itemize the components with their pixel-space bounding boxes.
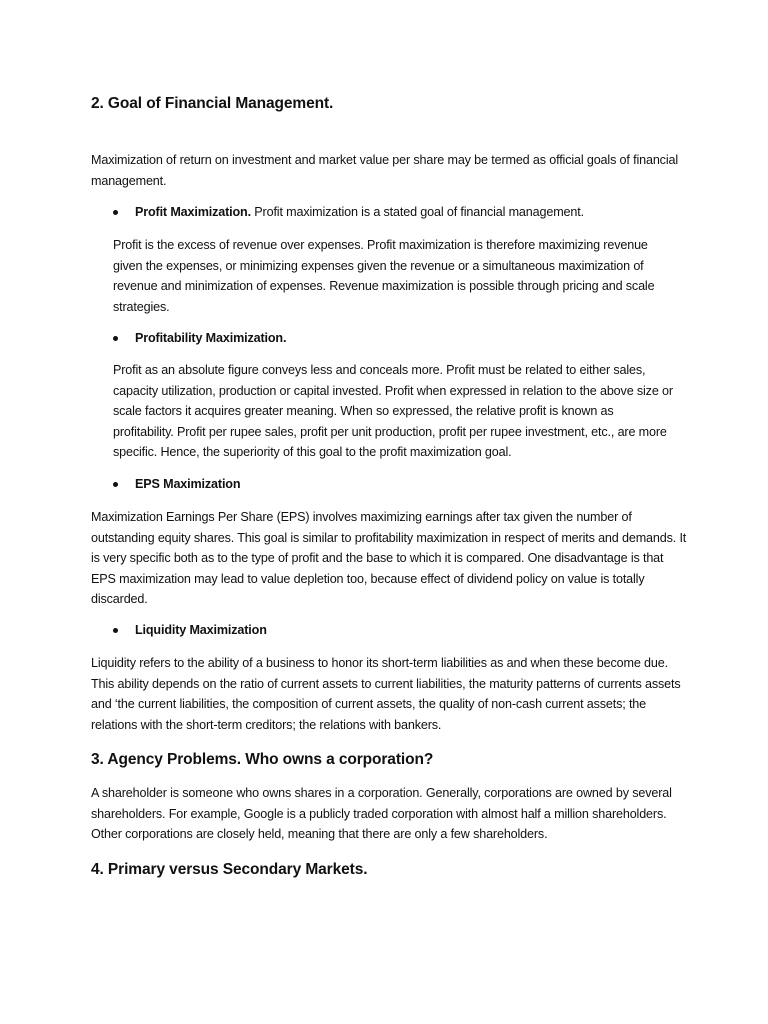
bullet-dot-icon bbox=[113, 210, 118, 215]
bullet-dot-icon bbox=[113, 336, 118, 341]
liquidity-maximization-paragraph: Liquidity refers to the ability of a business to honor its short-term liabilities as and when these become due. This ability depends on the ratio of current assets to current liabilities, the maturity patterns of currents assets and ‘the current liabilities, the composition of current assets, the quality of non-cash current assets; the relations with the short-term creditors; the relations with bankers. bbox=[91, 656, 681, 732]
bullet-label: EPS Maximization bbox=[135, 477, 241, 491]
bullet-dot-icon bbox=[113, 482, 118, 487]
bullet-label: Liquidity Maximization bbox=[135, 623, 267, 637]
section-heading-markets: 4. Primary versus Secondary Markets. bbox=[91, 861, 368, 878]
eps-maximization-paragraph: Maximization Earnings Per Share (EPS) involves maximizing earnings after tax given the number of outstanding equity shares. This goal is similar to profitability maximization in respect of merits and demands. It is very specific both as to the type of profit and the base to which it is compared. One disadvantage is that EPS maximization may lead to value depletion too, because effect of dividend policy on value is totally discarded. bbox=[91, 510, 687, 606]
agency-paragraph: A shareholder is someone who owns shares in a corporation. Generally, corporations are owned by several shareholders. For example, Google is a publicly traded corporation with almost half a million shareholders. Other corporations are closely held, meaning that there are only a few shareholders. bbox=[91, 786, 672, 841]
section-heading-agency: 3. Agency Problems. Who owns a corporation? bbox=[91, 751, 434, 768]
profitability-maximization-paragraph: Profit as an absolute figure conveys less and conceals more. Profit must be related to either sales, capacity utilization, production or capital invested. Profit when expressed in relation to the above size or scale factors it acquires greater meaning. When so expressed, the relative profit is known as profitability. Profit per rupee sales, profit per unit production, profit per rupee investment, etc., are more specific. Hence, the superiority of this goal to the profit maximization goal. bbox=[113, 363, 673, 459]
bullet-label: Profit Maximization. bbox=[135, 205, 251, 219]
bullet-inline-text: Profit maximization is a stated goal of financial management. bbox=[250, 205, 584, 219]
bullet-text bbox=[135, 202, 584, 222]
goal-intro-paragraph: Maximization of return on investment and market value per share may be termed as official goals of financial management. bbox=[91, 153, 678, 188]
bullet-label: Profitability Maximization. bbox=[135, 331, 287, 345]
section-heading-goal: 2. Goal of Financial Management. bbox=[91, 95, 334, 112]
profit-maximization-paragraph: Profit is the excess of revenue over expenses. Profit maximization is therefore maximizing revenue given the expenses, or minimizing expenses given the revenue or a simultaneous maximization of revenue and minimization of expenses. Revenue maximization is possible through pricing and scale strategies. bbox=[113, 238, 655, 314]
bullet-dot-icon bbox=[113, 628, 118, 633]
